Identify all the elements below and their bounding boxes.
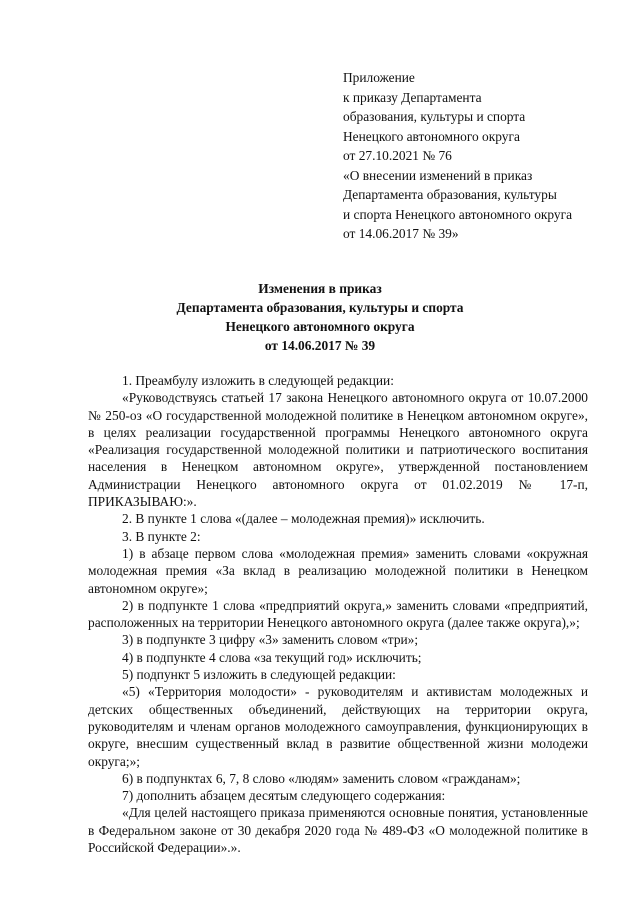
appendix-line: Ненецкого автономного округа: [343, 128, 520, 144]
appendix-line: от 27.10.2021 № 76: [343, 148, 452, 163]
title-line: Департамента образования, культуры и спорта: [176, 300, 464, 315]
paragraph-subitem-3: 3) в подпункте 3 цифру «3» заменить словом «три»;: [122, 632, 419, 648]
paragraph-subitem-7: 7) дополнить абзацем десятым следующего содержания:: [122, 788, 446, 804]
appendix-line: Департамента образования, культуры: [343, 187, 557, 202]
paragraph-item-3: 3. В пункте 2:: [122, 528, 201, 544]
appendix-line: образования, культуры и спорта: [343, 109, 526, 124]
appendix-line: к приказу Департамента: [343, 89, 482, 105]
appendix-header: [343, 68, 628, 244]
appendix-line: «О внесении изменений в приказ: [343, 167, 533, 183]
paragraph-subitem-4: 4) в подпункте 4 слова «за текущий год» исключить;: [122, 649, 422, 665]
appendix-line: и спорта Ненецкого автономного округа: [343, 206, 573, 222]
document-body: [88, 372, 588, 856]
paragraph-item-2: 2. В пункте 1 слова «(далее – молодежная премия)» исключить.: [122, 511, 485, 527]
paragraph-preamble-text: «Руководствуясь статьей 17 закона Ненецкого автономного округа от 10.07.2000 № 250-оз «О государственной молодежной политике в Ненецком автономном округе», в целях реализации государственной программы Ненецкого автономного округа «Реализация государственной молодежной политики и патриотического воспитания населения в Ненецком автономном округе», утвержденной постановлением Администрации Ненецкого автономного округа от 01.02.2019 № 17-п, ПРИКАЗЫВАЮ:».: [88, 390, 588, 510]
paragraph-subitem-5-text: «5) «Территория молодости» - руководителям и активистам молодежных и детских общественных объединений, действующих на территории округа, руководителям и членам органов молодежного самоуправления, функционирующих в округе, внесшим существенный вклад в развитие общественной жизни молодежи округа;»;: [88, 684, 588, 769]
title-line: от 14.06.2017 № 39: [264, 338, 376, 353]
appendix-line: Приложение: [343, 70, 415, 85]
document-title: [60, 279, 580, 355]
paragraph-subitem-5: 5) подпункт 5 изложить в следующей редакции:: [122, 667, 396, 683]
paragraph-subitem-1: 1) в абзаце первом слова «молодежная премия» заменить словами «окружная молодежная премия «За вклад в реализацию молодежной политики в Ненецком автономном округе»;: [88, 545, 588, 596]
appendix-line: от 14.06.2017 № 39»: [343, 226, 459, 241]
paragraph-item-1: 1. Преамбулу изложить в следующей редакции:: [122, 373, 394, 388]
title-line: Изменения в приказ: [258, 281, 382, 296]
title-line: Ненецкого автономного округа: [225, 319, 415, 334]
paragraph-subitem-6: 6) в подпунктах 6, 7, 8 слово «людям» заменить словом «гражданам»;: [122, 770, 521, 786]
paragraph-subitem-7-text: «Для целей настоящего приказа применяются основные понятия, установленные в Федеральном законе от 30 декабря 2020 года № 489-ФЗ «О молодежной политике в Российской Федерации».».: [88, 805, 588, 856]
paragraph-subitem-2: 2) в подпункте 1 слова «предприятий округа,» заменить словами «предприятий, расположенных на территории Ненецкого автономного округа (далее также округа),»;: [88, 597, 588, 631]
